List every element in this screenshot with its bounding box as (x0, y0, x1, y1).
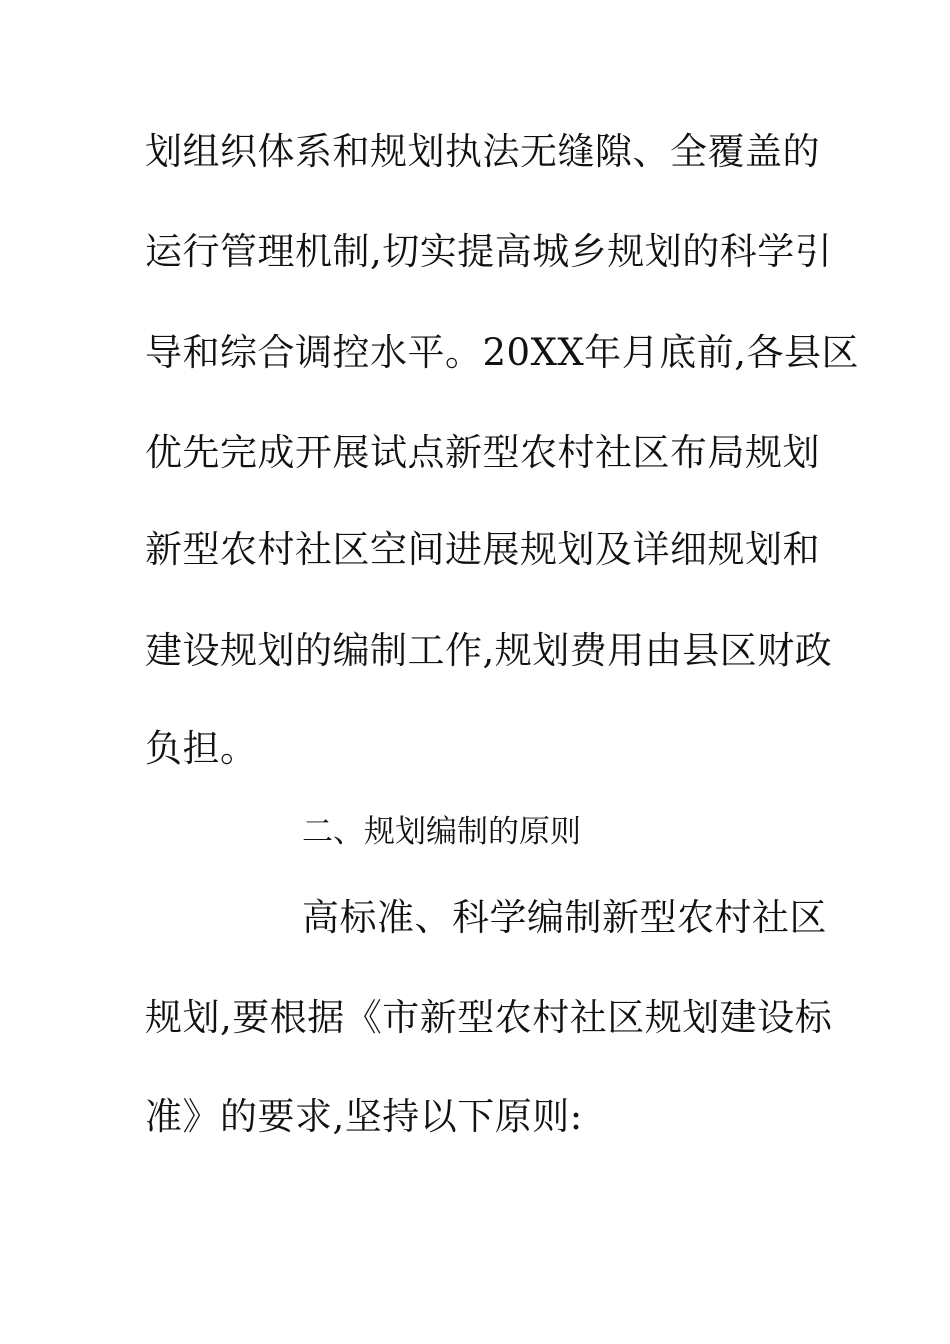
body-text-line: 运行管理机制,切实提高城乡规划的科学引 (145, 230, 833, 273)
body-text-line: 规划,要根据《市新型农村社区规划建设标 (145, 996, 833, 1039)
body-text-line: 新型农村社区空间进展规划及详细规划和 (145, 528, 820, 571)
body-text-line: 划组织体系和规划执法无缝隙、全覆盖的 (145, 130, 820, 173)
section-heading: 二、规划编制的原则 (302, 814, 581, 850)
body-text-line: 导和综合调控水平。20XX年月底前,各县区 (145, 331, 860, 374)
body-text-line: 准》的要求,坚持以下原则: (145, 1095, 583, 1138)
body-text-line: 优先完成开展试点新型农村社区布局规划 (145, 431, 820, 474)
body-text-line: 建设规划的编制工作,规划费用由县区财政 (145, 629, 833, 672)
body-text-line: 高标准、科学编制新型农村社区 (302, 896, 827, 939)
body-text-line: 负担。 (145, 727, 258, 770)
